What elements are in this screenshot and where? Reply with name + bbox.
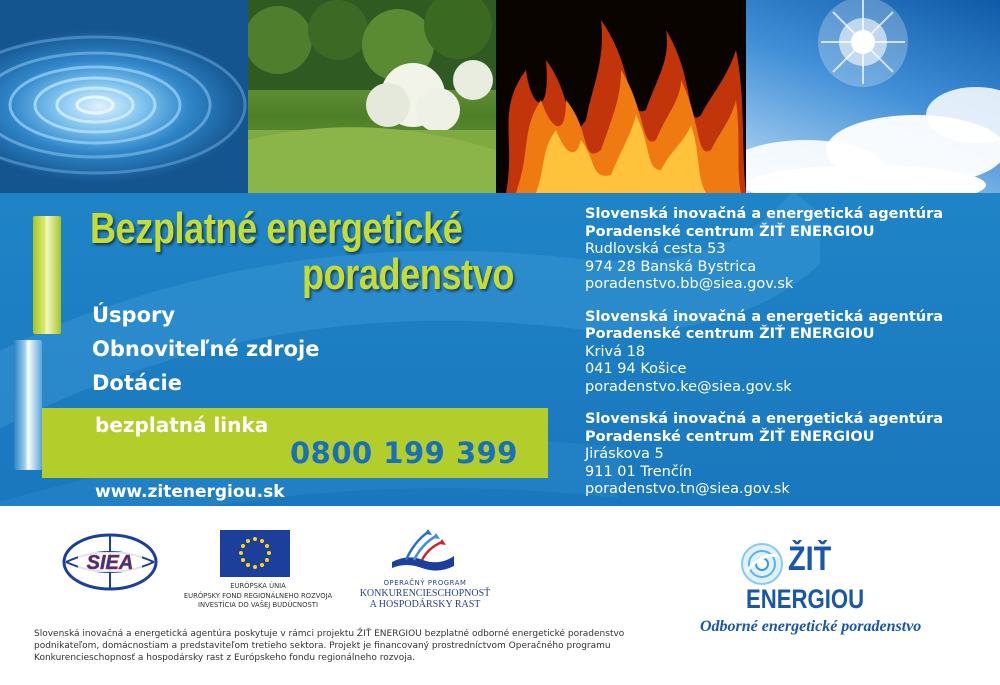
office-street: Jiráskova 5 [585,446,664,462]
eu-fund-text [168,582,348,611]
eu-flag-icon [220,530,290,577]
disclaimer-text [34,628,634,664]
water-ripple-graphic [0,0,248,193]
sun-sky-photo [746,0,1000,193]
office-email[interactable]: poradenstvo.ke@siea.gov.sk [585,378,792,395]
office-center: Poradenské centrum ŽIŤ ENERGIOU [585,428,875,445]
photo-strip [0,0,1000,193]
disclaimer-line-1: Slovenská inovačná a energetická agentúra poskytuje v rámci projektu ŽIŤ ENERGIOU bezplatné odborné energetické poradenstvo [34,629,625,639]
office-org: Slovenská inovačná a energetická agentúra [585,411,944,427]
op-line-2: KONKURENCIESCHOPNOSŤ [359,588,491,599]
office-center: Poradenské centrum ŽIŤ ENERGIOU [585,326,875,342]
hotline-label: bezplatná linka [95,413,269,437]
op-line-3: A HOSPODÁRSKY RAST [369,599,481,610]
brand-zit: ŽIŤ [788,540,832,578]
office-street: Rudlovská cesta 53 [585,241,726,257]
office-kosice [585,309,995,397]
zit-energiou-brand [700,536,960,646]
sun-sky-graphic [746,0,1000,193]
brand-energiou: ENERGIOU [746,584,865,614]
hotline-number[interactable]: 0800 199 399 [290,436,518,470]
disclaimer-line-2: podnikateľom, domácnostiam a predstaviteľom tretieho sektora. Projekt je financovaný prostredníctvom Operačného programu [34,641,611,651]
green-accent-bar [33,216,61,334]
topic-grants: Dotácie [92,371,182,395]
office-trencin [585,411,995,499]
office-org: Slovenská inovačná a energetická agentúra [585,206,944,222]
office-city: 041 94 Košice [585,361,687,377]
forest-photo [248,0,496,193]
office-city: 911 01 Trenčín [585,463,693,480]
fire-photo [496,0,746,193]
headline-line-2: poradenstvo [302,250,515,299]
eu-line-1: EURÓPSKA ÚNIA [230,582,286,590]
office-center: Poradenské centrum ŽIŤ ENERGIOU [585,223,875,240]
office-email[interactable]: poradenstvo.tn@siea.gov.sk [585,481,790,497]
topics-list [92,298,319,400]
blue-accent-bar [14,340,42,470]
office-contacts [585,206,995,514]
office-street: Krivá 18 [585,343,646,360]
office-email[interactable]: poradenstvo.bb@siea.gov.sk [585,276,794,292]
eu-line-2: EURÓPSKY FOND REGIONÁLNEHO ROZVOJA [183,591,333,600]
brand-slogan: Odborné energetické poradenstvo [700,618,922,635]
fire-graphic [496,0,746,193]
water-ripple-photo [0,0,248,193]
office-banska-bystrica [585,206,995,294]
op-line-1: OPERAČNÝ PROGRAM [383,579,467,587]
siea-logo-text: SIEA [86,552,134,574]
forest-graphic [248,0,496,193]
office-city: 974 28 Banská Bystrica [585,258,757,275]
office-org: Slovenská inovačná a energetická agentúra [585,308,944,325]
energy-globe-icon [740,542,784,586]
siea-logo [60,532,160,592]
website-link[interactable]: www.zitenergiou.sk [95,482,285,502]
headline-line-1: Bezplatné energetické [90,204,463,253]
disclaimer-line-3: Konkurencieschopnosť a hospodársky rast z Európskeho fondu regionálneho rozvoja. [34,653,416,663]
topic-renewables: Obnoviteľné zdroje [92,337,320,361]
operational-programme-logo-icon [388,528,458,573]
topic-savings: Úspory [92,303,176,327]
operational-programme-text [345,578,505,610]
eu-line-3: INVESTÍCIA DO VAŠEJ BUDÚCNOSTI [198,601,318,609]
